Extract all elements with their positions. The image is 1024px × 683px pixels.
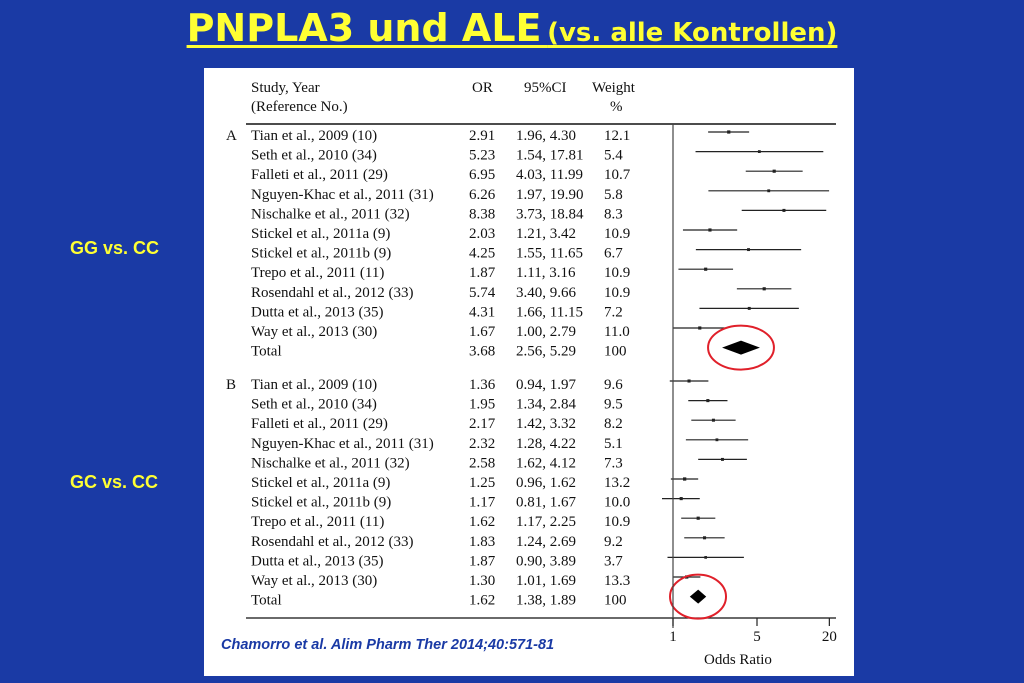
weight-value: 10.0 — [604, 494, 631, 511]
ci-value: 3.73, 18.84 — [516, 206, 584, 223]
point-estimate — [703, 536, 706, 539]
panel-label-A: A — [226, 128, 237, 144]
study-name: Nguyen-Khac et al., 2011 (31) — [251, 186, 434, 203]
point-estimate — [680, 497, 683, 500]
point-estimate — [706, 399, 709, 402]
study-name: Nguyen-Khac et al., 2011 (31) — [251, 435, 434, 452]
pooled-diamond — [690, 590, 706, 604]
or-value: 1.25 — [469, 475, 496, 491]
weight-value: 9.6 — [604, 377, 623, 393]
or-value: 2.32 — [469, 435, 496, 452]
header-weight-unit: % — [610, 99, 623, 115]
weight-value: 10.7 — [604, 167, 631, 184]
ci-value: 1.24, 2.69 — [516, 533, 576, 550]
ci-value: 1.21, 3.42 — [516, 226, 576, 242]
ci-value: 0.81, 1.67 — [516, 494, 576, 511]
weight-value: 5.1 — [604, 435, 623, 452]
or-value: 6.95 — [469, 167, 496, 184]
point-estimate — [721, 458, 724, 461]
study-name: Stickel et al., 2011b (9) — [251, 245, 392, 262]
weight-value: 13.2 — [604, 475, 631, 491]
ci-value: 1.34, 2.84 — [516, 396, 576, 413]
study-name: Seth et al., 2010 (34) — [251, 396, 377, 413]
point-estimate — [698, 326, 701, 329]
or-value: 2.91 — [469, 128, 496, 144]
point-estimate — [697, 517, 700, 520]
header-or: OR — [472, 80, 493, 96]
point-estimate — [727, 130, 730, 133]
ci-value: 1.42, 3.32 — [516, 416, 576, 433]
weight-value: 5.8 — [604, 186, 623, 203]
or-value: 2.03 — [469, 226, 496, 242]
or-value: 6.26 — [469, 186, 496, 203]
ci-value: 1.28, 4.22 — [516, 435, 576, 452]
or-value: 1.62 — [469, 514, 496, 531]
weight-value: 9.2 — [604, 533, 623, 550]
ci-value: 0.96, 1.62 — [516, 475, 576, 491]
ci-value: 1.66, 11.15 — [516, 304, 583, 321]
x-tick-label: 1 — [669, 629, 677, 645]
study-name: Seth et al., 2010 (34) — [251, 147, 377, 164]
or-value: 1.62 — [469, 592, 496, 609]
or-value: 5.74 — [469, 284, 496, 301]
weight-value: 10.9 — [604, 514, 631, 531]
weight-value: 8.3 — [604, 206, 623, 223]
study-name: Trepo et al., 2011 (11) — [251, 514, 385, 531]
point-estimate — [704, 268, 707, 271]
point-estimate — [782, 209, 785, 212]
study-name: Tian et al., 2009 (10) — [251, 128, 378, 144]
or-value: 1.87 — [469, 265, 496, 282]
ci-value: 3.40, 9.66 — [516, 284, 576, 301]
point-estimate — [712, 419, 715, 422]
or-value: 1.36 — [469, 377, 496, 393]
point-estimate — [747, 248, 750, 251]
point-estimate — [763, 287, 766, 290]
point-estimate — [708, 228, 711, 231]
ci-value: 2.56, 5.29 — [516, 343, 576, 360]
weight-value: 11.0 — [604, 324, 630, 340]
study-name: Total — [251, 592, 282, 609]
weight-value: 8.2 — [604, 416, 623, 433]
ci-value: 0.90, 3.89 — [516, 553, 576, 570]
x-tick-label: 5 — [753, 629, 761, 645]
point-estimate — [704, 556, 707, 559]
point-estimate — [688, 379, 691, 382]
ci-value: 0.94, 1.97 — [516, 377, 576, 393]
study-name: Tian et al., 2009 (10) — [251, 377, 378, 393]
weight-value: 10.9 — [604, 284, 631, 301]
weight-value: 10.9 — [604, 265, 631, 282]
study-name: Trepo et al., 2011 (11) — [251, 265, 385, 282]
or-value: 4.25 — [469, 245, 496, 262]
study-name: Stickel et al., 2011a (9) — [251, 226, 391, 242]
header-weight: Weight — [592, 80, 635, 96]
or-value: 1.17 — [469, 494, 496, 511]
or-value: 1.83 — [469, 533, 496, 550]
ci-value: 1.62, 4.12 — [516, 455, 576, 472]
slide-title — [0, 6, 1024, 50]
title-sub: (vs. alle Kontrollen) — [547, 18, 838, 48]
point-estimate — [716, 438, 719, 441]
or-value: 2.58 — [469, 455, 496, 472]
point-estimate — [767, 189, 770, 192]
weight-value: 12.1 — [604, 128, 631, 144]
pooled-diamond — [722, 341, 760, 355]
weight-value: 100 — [604, 343, 627, 360]
header-ci: 95%CI — [524, 80, 567, 96]
or-value: 8.38 — [469, 206, 496, 223]
citation: Chamorro et al. Alim Pharm Ther 2014;40:571-81 — [221, 637, 555, 653]
ci-value: 4.03, 11.99 — [516, 167, 583, 184]
weight-value: 13.3 — [604, 573, 631, 589]
point-estimate — [758, 150, 761, 153]
ci-value: 1.11, 3.16 — [516, 265, 576, 282]
x-tick-label: 20 — [821, 629, 837, 645]
ci-value: 1.00, 2.79 — [516, 324, 576, 340]
study-name: Rosendahl et al., 2012 (33) — [251, 284, 414, 301]
study-name: Falleti et al., 2011 (29) — [251, 416, 388, 433]
header-reference: (Reference No.) — [251, 99, 348, 115]
study-name: Stickel et al., 2011b (9) — [251, 494, 392, 511]
study-name: Rosendahl et al., 2012 (33) — [251, 533, 414, 550]
or-value: 4.31 — [469, 304, 496, 321]
ci-value: 1.97, 19.90 — [516, 186, 584, 203]
label-gg-vs-cc: GG vs. CC — [70, 238, 160, 258]
x-axis-label: Odds Ratio — [704, 652, 772, 668]
or-value: 1.95 — [469, 396, 496, 413]
ci-value: 1.96, 4.30 — [516, 128, 576, 144]
or-value: 1.30 — [469, 573, 496, 589]
weight-value: 3.7 — [604, 553, 623, 570]
label-gc-vs-cc: GC vs. CC — [70, 472, 159, 492]
or-value: 3.68 — [469, 343, 496, 360]
study-name: Way et al., 2013 (30) — [251, 324, 378, 340]
ci-value: 1.38, 1.89 — [516, 592, 576, 609]
ci-value: 1.01, 1.69 — [516, 573, 576, 589]
ci-value: 1.17, 2.25 — [516, 514, 576, 531]
or-value: 2.17 — [469, 416, 496, 433]
point-estimate — [773, 170, 776, 173]
study-name: Falleti et al., 2011 (29) — [251, 167, 388, 184]
or-value: 5.23 — [469, 147, 496, 164]
or-value: 1.87 — [469, 553, 496, 570]
weight-value: 100 — [604, 592, 627, 609]
weight-value: 6.7 — [604, 245, 623, 262]
weight-value: 7.2 — [604, 304, 623, 321]
forest-plot-panel — [204, 68, 854, 676]
ci-value: 1.54, 17.81 — [516, 147, 584, 164]
title-main: PNPLA3 und ALE — [186, 6, 542, 50]
study-name: Stickel et al., 2011a (9) — [251, 475, 391, 491]
study-name: Way et al., 2013 (30) — [251, 573, 378, 589]
weight-value: 7.3 — [604, 455, 623, 472]
weight-value: 5.4 — [604, 147, 623, 164]
panel-label-B: B — [226, 377, 237, 393]
header-study: Study, Year — [251, 80, 320, 96]
study-name: Dutta et al., 2013 (35) — [251, 553, 384, 570]
study-name: Nischalke et al., 2011 (32) — [251, 206, 410, 223]
study-name: Nischalke et al., 2011 (32) — [251, 455, 410, 472]
weight-value: 10.9 — [604, 226, 631, 242]
or-value: 1.67 — [469, 324, 496, 340]
point-estimate — [683, 477, 686, 480]
point-estimate — [748, 307, 751, 310]
study-name: Dutta et al., 2013 (35) — [251, 304, 384, 321]
ci-value: 1.55, 11.65 — [516, 245, 583, 262]
weight-value: 9.5 — [604, 396, 623, 413]
forest-plot — [204, 68, 854, 676]
study-name: Total — [251, 343, 282, 360]
